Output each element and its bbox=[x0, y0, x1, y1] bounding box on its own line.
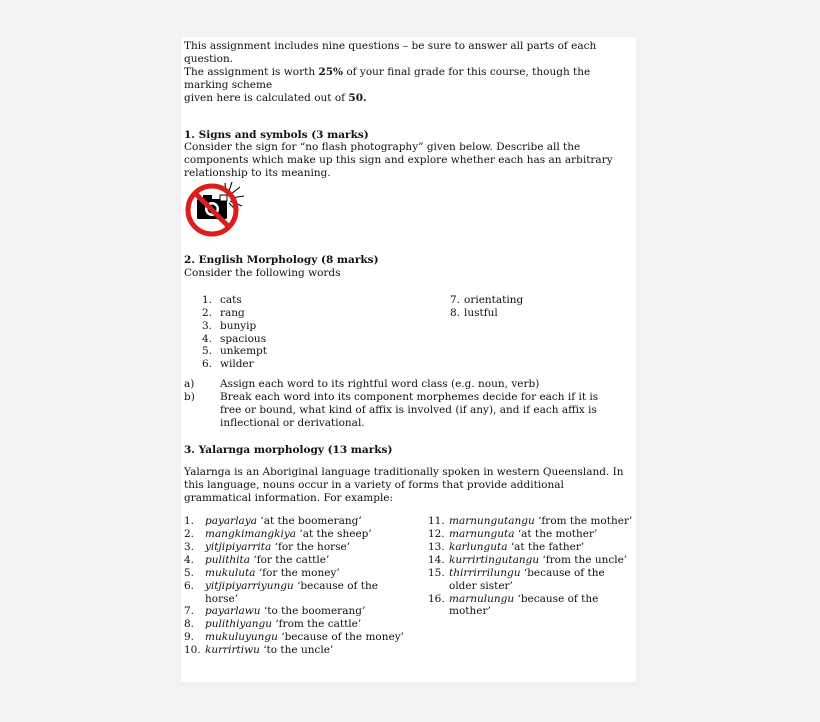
list-item: 3. bunyip bbox=[201, 319, 257, 332]
list-item: 8. pulithiyangu ‘from the cattle’ bbox=[184, 618, 362, 631]
list-item: 16. marnulungu ‘because of the mother’ bbox=[428, 592, 599, 618]
list-item: 1. cats bbox=[201, 293, 242, 306]
list-item: 7. orientating bbox=[449, 293, 524, 306]
q1-heading: 1. Signs and symbols (3 marks) bbox=[184, 128, 369, 141]
task-list bbox=[184, 378, 634, 430]
q1-text: Consider the sign for “no flash photography” given below. Describe all the components which make up this sign and explore whether each has an arbitrary relationship to its meaning. bbox=[184, 141, 613, 180]
q2-intro: Consider the following words bbox=[184, 266, 341, 279]
list-item: 10. kurrirtiwu ‘to the uncle’ bbox=[184, 644, 334, 657]
list-item: 6. wilder bbox=[201, 358, 254, 371]
intro-line-3: given here is calculated out of 50. bbox=[184, 91, 367, 104]
list-item: 5. unkempt bbox=[201, 345, 267, 358]
list-item: 7. payarlawu ‘to the boomerang’ bbox=[184, 605, 366, 618]
list-item: 5. mukuluta ‘for the money’ bbox=[184, 566, 340, 579]
no-flash-photography-sign bbox=[184, 180, 244, 238]
q2-heading: 2. English Morphology (8 marks) bbox=[184, 254, 379, 267]
document-content bbox=[184, 40, 634, 665]
list-item: 12. marnunguta ‘at the mother’ bbox=[428, 528, 598, 541]
list-item: 2. rang bbox=[201, 306, 245, 319]
list-item: 2. mangkimangkiya ‘at the sheep’ bbox=[184, 528, 372, 541]
example-list bbox=[184, 515, 634, 665]
intro-line-1: This assignment includes nine questions – be sure to answer all parts of each question. bbox=[184, 40, 597, 65]
list-item: 13. karlunguta ‘at the father’ bbox=[428, 540, 585, 553]
word-list bbox=[184, 294, 634, 372]
grade-percent: 25% bbox=[318, 65, 344, 78]
task-item: b) Break each word into its component morphemes decide for each if it is free or bound, what kind of affix is involved (if any), and if each affix is inflectional or derivational. bbox=[184, 390, 599, 429]
total-marks: 50. bbox=[348, 91, 367, 104]
document-page bbox=[181, 37, 636, 682]
list-item: 14. kurrirtingutangu ‘from the uncle’ bbox=[428, 553, 628, 566]
task-item: a) Assign each word to its rightful word class (e.g. noun, verb) bbox=[184, 377, 540, 390]
q3-text: Yalarnga is an Aboriginal language traditionally spoken in western Queensland. In this language, nouns occur in a variety of forms that provide additional grammatical information. For example: bbox=[184, 466, 624, 505]
list-item: 8. lustful bbox=[449, 306, 498, 319]
list-item: 6. yitjipiyarriyungu ‘because of the horse’ bbox=[184, 579, 378, 605]
list-item: 4. spacious bbox=[201, 332, 267, 345]
list-item: 11. marnungutangu ‘from the mother’ bbox=[428, 515, 633, 528]
list-item: 4. pulithita ‘for the cattle’ bbox=[184, 553, 330, 566]
q3-heading: 3. Yalarnga morphology (13 marks) bbox=[184, 443, 393, 456]
list-item: 3. yitjipiyarrita ‘for the horse’ bbox=[184, 540, 351, 553]
intro-line-2: The assignment is worth 25% of your final grade for this course, though the marking scheme bbox=[184, 65, 591, 91]
list-item: 1. payarlaya ‘at the boomerang’ bbox=[184, 515, 362, 528]
list-item: 9. mukuluyungu ‘because of the money’ bbox=[184, 631, 404, 644]
list-item: 15. thirrirrilungu ‘because of the older sister’ bbox=[428, 566, 605, 592]
